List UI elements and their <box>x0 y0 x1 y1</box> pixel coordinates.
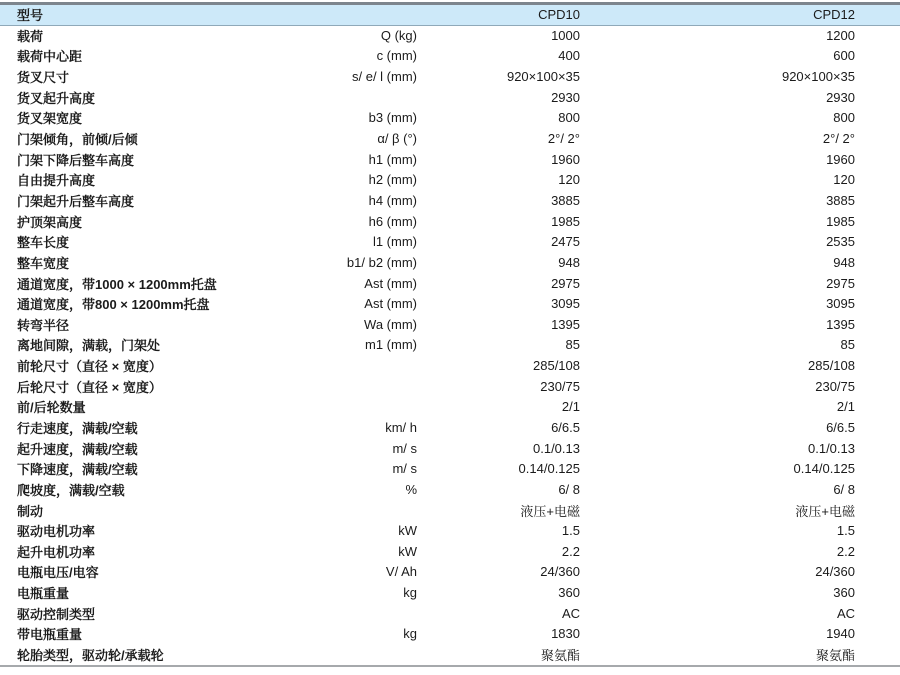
spec-label-cell: 爬坡度，满载/空载 <box>17 482 125 498</box>
row-spacer-cell <box>855 169 900 190</box>
spec-label-cell: 驱动控制类型 <box>17 606 96 622</box>
spec-value-cpd10-cell: 285/108 <box>533 358 580 374</box>
table-row <box>0 500 900 521</box>
spec-unit-cell: h1 (mm) <box>368 151 417 167</box>
spec-value-cpd10-cell: 2°/ 2° <box>547 131 580 147</box>
cpd10-header-cell: CPD10 <box>417 5 580 25</box>
spec-label-cell: 护顶架高度 <box>17 214 83 230</box>
spec-value-cpd12-cell: 948 <box>833 254 855 270</box>
row-spacer-cell <box>855 562 900 583</box>
spec-value-cpd10-cell: 948 <box>558 254 580 270</box>
spec-unit-cell: V/ Ah <box>385 564 417 580</box>
spec-value-cpd12-cell: 1940 <box>826 626 855 642</box>
row-spacer-cell <box>855 397 900 418</box>
spec-value-cpd12-cell: 2930 <box>826 89 855 105</box>
spec-label-cell: 整车长度 <box>17 235 70 251</box>
spec-value-cpd10-cell: 230/75 <box>540 378 580 394</box>
spec-value-cpd12-cell: 聚氨酯 <box>815 648 855 664</box>
table-header-row <box>0 5 900 25</box>
spec-value-cpd12-cell: AC <box>836 605 855 621</box>
spec-value-cpd10-cell: 液压+电磁 <box>520 503 580 519</box>
row-spacer-cell <box>855 46 900 67</box>
spec-value-cpd12-cell: 液压+电磁 <box>795 503 855 519</box>
spec-value-cpd12-cell: 230/75 <box>815 378 855 394</box>
spec-label-cell: 轮胎类型，驱动轮/承载轮 <box>17 648 164 664</box>
spec-value-cpd10-cell: 聚氨酯 <box>540 648 580 664</box>
cpd12-header-cell: CPD12 <box>580 5 855 25</box>
spec-label-cell: 电瓶电压/电容 <box>17 565 99 581</box>
spec-unit-cell: kW <box>398 543 417 559</box>
spec-value-cpd12-cell: 800 <box>833 110 855 126</box>
table-row <box>0 169 900 190</box>
spec-value-cpd12-cell: 360 <box>833 585 855 601</box>
spec-label-cell: 货叉架宽度 <box>17 111 83 127</box>
spec-unit-cell: Wa (mm) <box>364 316 417 332</box>
row-spacer-cell <box>855 417 900 438</box>
spec-unit-cell <box>230 355 417 376</box>
spec-value-cpd10-cell: 2.2 <box>561 543 580 559</box>
spec-label-cell: 前轮尺寸（直径 × 宽度） <box>17 359 162 375</box>
spec-value-cpd12-cell: 2535 <box>826 234 855 250</box>
spec-value-cpd10-cell: 1000 <box>551 28 580 44</box>
spec-value-cpd12-cell: 600 <box>833 48 855 64</box>
spec-value-cpd10-cell: 120 <box>558 172 580 188</box>
spec-value-cpd12-cell: 1960 <box>826 151 855 167</box>
table-row <box>0 293 900 314</box>
row-spacer-cell <box>855 541 900 562</box>
row-spacer-cell <box>855 211 900 232</box>
table-row <box>0 520 900 541</box>
spec-value-cpd12-cell: 1985 <box>826 213 855 229</box>
table-row <box>0 541 900 562</box>
spec-value-cpd12-cell: 24/360 <box>815 564 855 580</box>
row-spacer-cell <box>855 500 900 521</box>
spec-table-body <box>0 25 900 665</box>
row-spacer-cell <box>855 479 900 500</box>
table-row <box>0 355 900 376</box>
row-spacer-cell <box>855 87 900 108</box>
spec-label-cell: 整车宽度 <box>17 255 70 271</box>
spec-label-cell: 带电瓶重量 <box>17 627 83 643</box>
spec-value-cpd12-cell: 2975 <box>826 275 855 291</box>
spec-value-cpd10-cell: 85 <box>565 337 580 353</box>
spec-label-cell: 门架倾角，前倾/后倾 <box>17 132 138 148</box>
spec-value-cpd10-cell: 3095 <box>551 296 580 312</box>
spec-unit-cell: Ast (mm) <box>364 275 417 291</box>
spec-unit-cell: h2 (mm) <box>368 172 417 188</box>
spec-label-cell: 载荷 <box>17 29 44 45</box>
table-row <box>0 128 900 149</box>
spec-label-cell: 货叉起升高度 <box>17 90 96 106</box>
row-spacer-cell <box>855 66 900 87</box>
spec-value-cpd12-cell: 0.14/0.125 <box>793 461 855 477</box>
spec-value-cpd10-cell: 400 <box>558 48 580 64</box>
spec-unit-cell: α/ β (°) <box>377 131 417 147</box>
spec-value-cpd12-cell: 285/108 <box>808 358 855 374</box>
table-row <box>0 479 900 500</box>
spec-label-cell: 自由提升高度 <box>17 173 96 189</box>
spec-value-cpd10-cell: 3885 <box>551 192 580 208</box>
spec-value-cpd10-cell: 1.5 <box>561 523 580 539</box>
spec-label-cell: 起升速度，满载/空载 <box>17 441 138 457</box>
table-row <box>0 252 900 273</box>
spec-unit-cell: s/ e/ l (mm) <box>352 69 417 85</box>
spec-label-cell: 前/后轮数量 <box>17 400 86 416</box>
spec-value-cpd12-cell: 120 <box>833 172 855 188</box>
spec-sheet <box>0 2 900 667</box>
spec-value-cpd12-cell: 1.5 <box>836 523 855 539</box>
spec-label-cell: 起升电机功率 <box>17 544 96 560</box>
spec-label-cell: 门架下降后整车高度 <box>17 152 135 168</box>
spec-label-cell: 离地间隙，满载，门架处 <box>17 338 161 354</box>
spec-value-cpd12-cell: 1395 <box>826 316 855 332</box>
row-spacer-cell <box>855 644 900 665</box>
spec-unit-cell: h6 (mm) <box>368 213 417 229</box>
spec-value-cpd12-cell: 3095 <box>826 296 855 312</box>
row-spacer-cell <box>855 458 900 479</box>
spec-label-cell: 制动 <box>17 503 44 519</box>
spec-unit-cell: h4 (mm) <box>368 192 417 208</box>
row-spacer-cell <box>855 520 900 541</box>
table-row <box>0 273 900 294</box>
table-row <box>0 458 900 479</box>
spec-unit-cell <box>230 397 417 418</box>
table-row <box>0 25 900 46</box>
row-spacer-cell <box>855 190 900 211</box>
spec-label-cell: 通道宽度，带800 × 1200mm托盘 <box>17 297 210 313</box>
row-spacer-cell <box>855 582 900 603</box>
spec-label-cell: 载荷中心距 <box>17 49 83 65</box>
spec-unit-cell <box>230 603 417 624</box>
spec-value-cpd10-cell: AC <box>561 605 580 621</box>
spec-value-cpd12-cell: 6/6.5 <box>826 419 855 435</box>
table-row <box>0 149 900 170</box>
spec-unit-cell <box>230 87 417 108</box>
row-spacer-cell <box>855 355 900 376</box>
row-spacer-cell <box>855 128 900 149</box>
table-row <box>0 624 900 645</box>
spec-value-cpd10-cell: 6/6.5 <box>551 419 580 435</box>
spec-value-cpd10-cell: 920×100×35 <box>506 69 580 85</box>
spec-unit-cell: kW <box>398 523 417 539</box>
spec-unit-cell: l1 (mm) <box>372 234 417 250</box>
table-row <box>0 603 900 624</box>
spec-label-cell: 通道宽度，带1000 × 1200mm托盘 <box>17 276 217 292</box>
spec-value-cpd12-cell: 6/ 8 <box>833 481 855 497</box>
spec-value-cpd10-cell: 800 <box>558 110 580 126</box>
spec-label-cell: 下降速度，满载/空载 <box>17 462 138 478</box>
spec-table <box>0 5 900 665</box>
spec-unit-cell: Ast (mm) <box>364 296 417 312</box>
row-spacer-cell <box>855 624 900 645</box>
row-spacer-cell <box>855 108 900 129</box>
row-spacer-cell <box>855 376 900 397</box>
row-spacer-cell <box>855 252 900 273</box>
spec-unit-cell: m/ s <box>392 461 417 477</box>
spec-value-cpd10-cell: 0.14/0.125 <box>518 461 580 477</box>
table-row <box>0 582 900 603</box>
table-row <box>0 376 900 397</box>
table-row <box>0 335 900 356</box>
table-row <box>0 438 900 459</box>
table-row <box>0 190 900 211</box>
spec-value-cpd10-cell: 2475 <box>551 234 580 250</box>
spec-unit-cell: c (mm) <box>376 48 417 64</box>
spec-label-cell: 货叉尺寸 <box>17 70 70 86</box>
spec-value-cpd10-cell: 6/ 8 <box>558 481 580 497</box>
header-spacer-cell <box>855 5 900 25</box>
table-row <box>0 231 900 252</box>
table-row <box>0 562 900 583</box>
spec-value-cpd10-cell: 360 <box>558 585 580 601</box>
spec-unit-cell: b3 (mm) <box>368 110 417 126</box>
row-spacer-cell <box>855 25 900 46</box>
table-row <box>0 397 900 418</box>
spec-unit-cell <box>230 376 417 397</box>
row-spacer-cell <box>855 273 900 294</box>
spec-value-cpd10-cell: 1395 <box>551 316 580 332</box>
table-row <box>0 87 900 108</box>
spec-value-cpd12-cell: 1200 <box>826 28 855 44</box>
table-row <box>0 108 900 129</box>
unit-header-cell <box>230 5 417 25</box>
spec-unit-cell: kg <box>403 626 417 642</box>
spec-value-cpd10-cell: 2975 <box>551 275 580 291</box>
spec-label-cell: 后轮尺寸（直径 × 宽度） <box>17 379 162 395</box>
spec-value-cpd10-cell: 1960 <box>551 151 580 167</box>
spec-unit-cell: m1 (mm) <box>365 337 417 353</box>
spec-value-cpd12-cell: 0.1/0.13 <box>808 440 855 456</box>
spec-value-cpd12-cell: 2°/ 2° <box>822 131 855 147</box>
table-row <box>0 417 900 438</box>
spec-unit-cell: kg <box>403 585 417 601</box>
row-spacer-cell <box>855 603 900 624</box>
spec-label-cell: 转弯半径 <box>17 317 70 333</box>
spec-unit-cell <box>230 500 417 521</box>
row-spacer-cell <box>855 438 900 459</box>
spec-value-cpd10-cell: 2930 <box>551 89 580 105</box>
spec-unit-cell: b1/ b2 (mm) <box>346 254 417 270</box>
spec-value-cpd12-cell: 2/1 <box>836 399 855 415</box>
spec-unit-cell: % <box>405 481 417 497</box>
spec-unit-cell <box>230 644 417 665</box>
spec-value-cpd12-cell: 920×100×35 <box>781 69 855 85</box>
row-spacer-cell <box>855 231 900 252</box>
row-spacer-cell <box>855 335 900 356</box>
spec-value-cpd12-cell: 85 <box>840 337 855 353</box>
spec-value-cpd10-cell: 0.1/0.13 <box>533 440 580 456</box>
table-row <box>0 644 900 665</box>
spec-label-cell: 门架起升后整车高度 <box>17 193 135 209</box>
row-spacer-cell <box>855 149 900 170</box>
spec-label-cell: 行走速度，满载/空载 <box>17 420 138 436</box>
spec-label-cell: 电瓶重量 <box>17 586 70 602</box>
spec-unit-cell: km/ h <box>385 419 417 435</box>
row-spacer-cell <box>855 314 900 335</box>
table-row <box>0 211 900 232</box>
spec-value-cpd10-cell: 2/1 <box>561 399 580 415</box>
spec-value-cpd12-cell: 3885 <box>826 192 855 208</box>
row-spacer-cell <box>855 293 900 314</box>
spec-value-cpd10-cell: 1830 <box>551 626 580 642</box>
spec-unit-cell: m/ s <box>392 440 417 456</box>
table-row <box>0 46 900 67</box>
spec-value-cpd12-cell: 2.2 <box>836 543 855 559</box>
spec-unit-cell: Q (kg) <box>380 28 417 44</box>
model-header-cell: 型号 <box>0 5 230 25</box>
table-row <box>0 314 900 335</box>
spec-value-cpd10-cell: 1985 <box>551 213 580 229</box>
spec-value-cpd10-cell: 24/360 <box>540 564 580 580</box>
table-row <box>0 66 900 87</box>
spec-label-cell: 驱动电机功率 <box>17 524 96 540</box>
